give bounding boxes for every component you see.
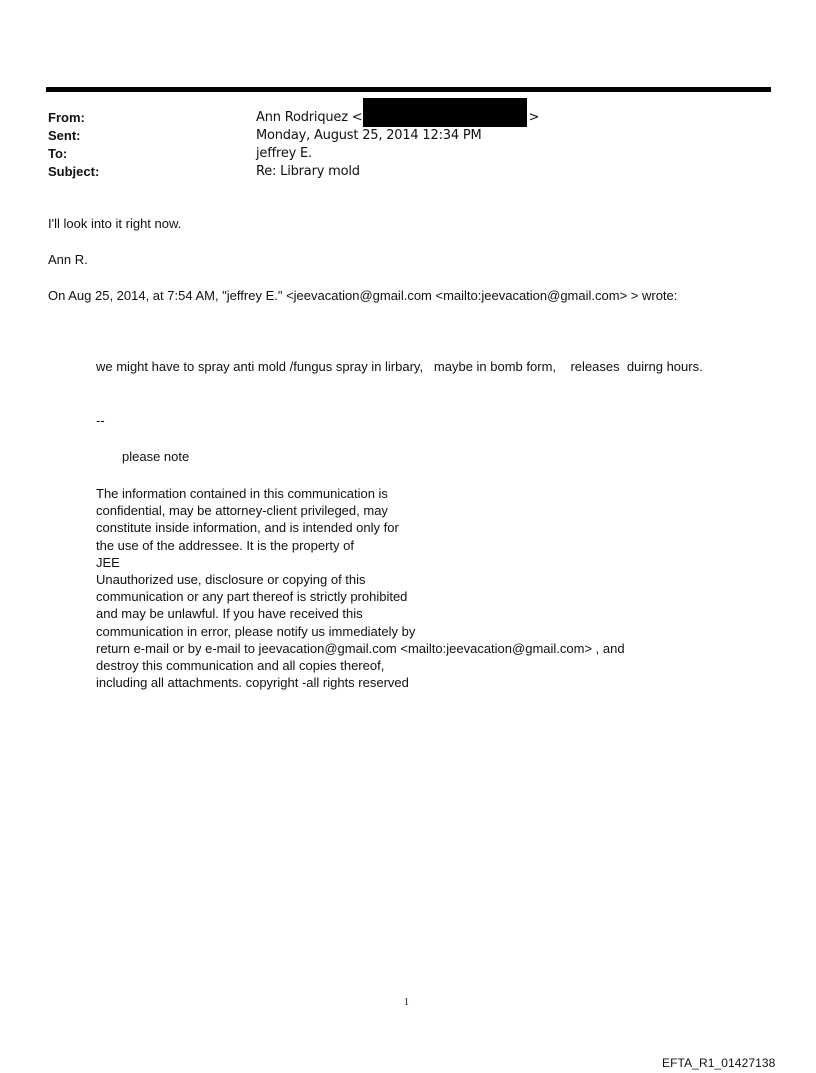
signature-separator: --: [96, 413, 105, 428]
from-label: From:: [48, 109, 85, 125]
from-row: [48, 108, 539, 126]
page-number: 1: [404, 997, 409, 1008]
please-note: please note: [122, 449, 190, 464]
quote-header: On Aug 25, 2014, at 7:54 AM, "jeffrey E." <jeevacation@gmail.com <mailto:jeevacation@gmail.com> > wrote:: [48, 288, 678, 303]
signature: Ann R.: [48, 252, 88, 267]
subject-value: Re: Library mold: [256, 163, 360, 179]
sent-value: Monday, August 25, 2014 12:34 PM: [256, 127, 482, 143]
bates-number: EFTA_R1_01427138: [662, 1056, 776, 1070]
to-row: [48, 144, 539, 162]
sent-row: [48, 126, 539, 144]
reply-line: I'll look into it right now.: [48, 216, 182, 231]
disclaimer-line: and may be unlawful. If you have received this: [96, 606, 363, 622]
header-divider: [46, 87, 771, 92]
disclaimer-line: confidential, may be attorney-client privileged, may: [96, 503, 388, 519]
disclaimer-line: destroy this communication and all copies thereof,: [96, 658, 385, 674]
to-value: jeffrey E.: [256, 145, 312, 161]
disclaimer-line: the use of the addressee. It is the property of: [96, 537, 354, 553]
sent-label: Sent:: [48, 127, 81, 143]
email-header: [48, 108, 539, 180]
disclaimer-line: communication in error, please notify us immediately by: [96, 623, 416, 639]
disclaimer: [96, 485, 625, 691]
from-bracket: >: [528, 109, 540, 125]
quoted-body: we might have to spray anti mold /fungus spray in lirbary, maybe in bomb form, releases duirng hours.: [96, 359, 703, 374]
disclaimer-line: constitute inside information, and is intended only for: [96, 520, 399, 536]
disclaimer-line: including all attachments. copyright -all rights reserved: [96, 675, 409, 691]
to-label: To:: [48, 145, 68, 161]
disclaimer-line: return e-mail or by e-mail to jeevacation@gmail.com <mailto:jeevacation@gmail.com> , and: [96, 640, 625, 656]
disclaimer-line: communication or any part thereof is strictly prohibited: [96, 589, 408, 605]
disclaimer-line: The information contained in this communication is: [96, 486, 388, 501]
redaction-box: [363, 98, 527, 127]
disclaimer-line: JEE: [96, 554, 120, 570]
disclaimer-line: Unauthorized use, disclosure or copying of this: [96, 572, 366, 588]
subject-label: Subject:: [48, 163, 100, 179]
subject-row: [48, 162, 539, 180]
from-name: Ann Rodriquez <: [256, 109, 363, 125]
